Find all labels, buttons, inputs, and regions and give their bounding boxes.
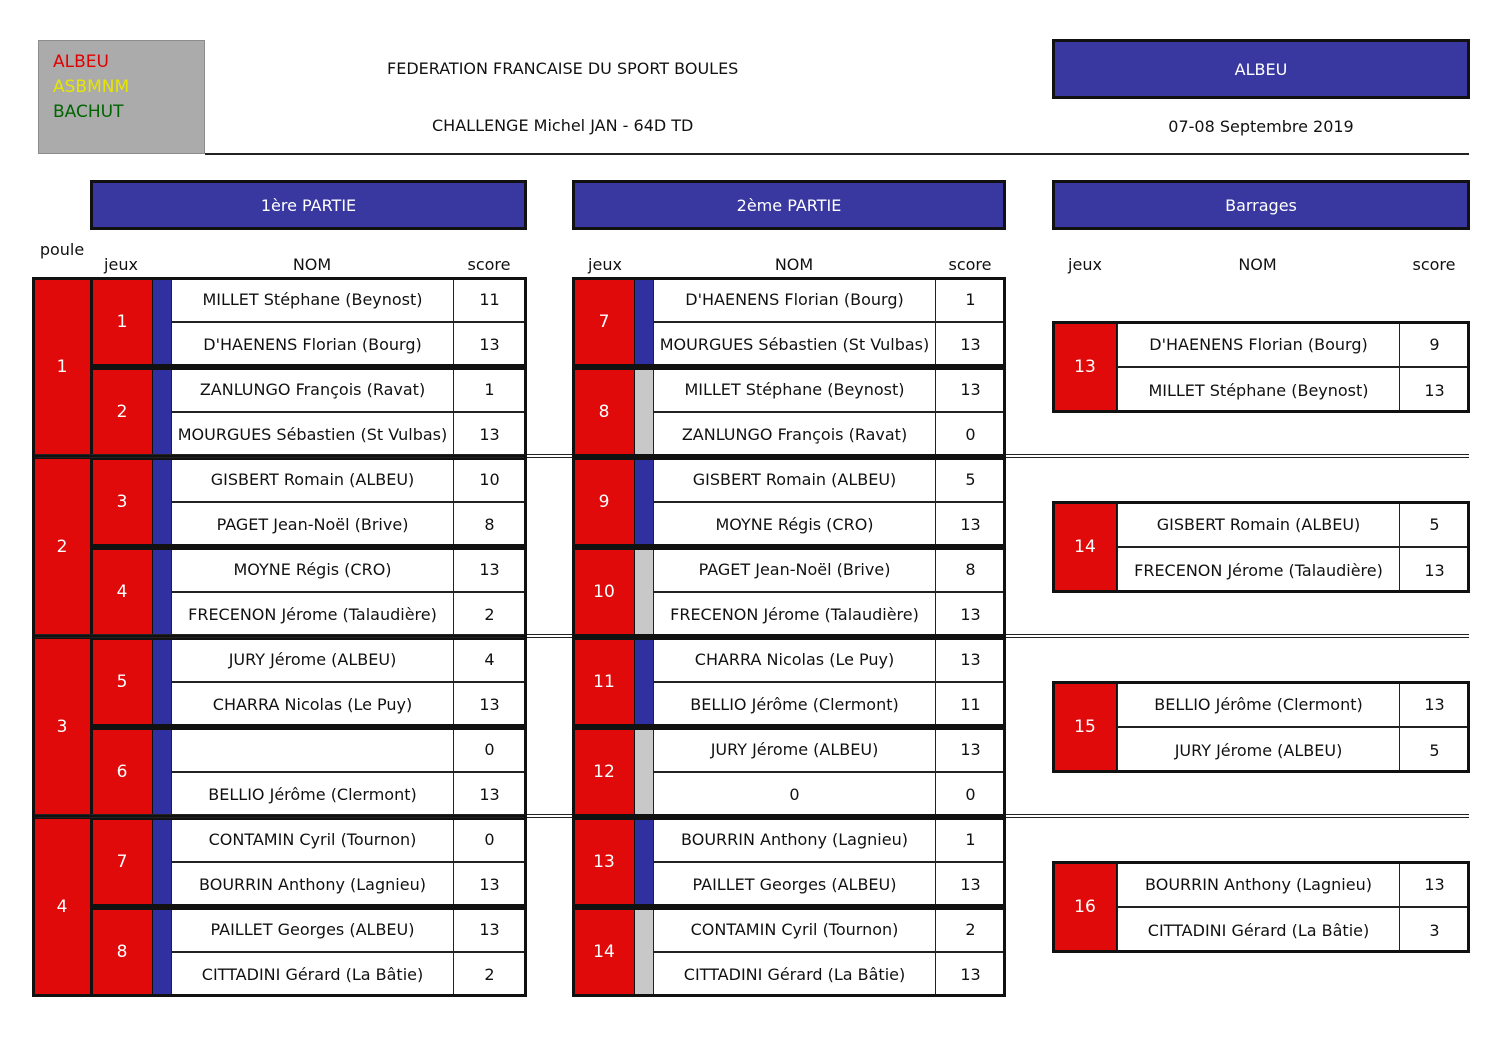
jeu-number: 8	[90, 907, 154, 997]
partie1-banner: 1ère PARTIE	[90, 180, 527, 230]
team-strip	[635, 907, 653, 997]
player-score: 13	[1399, 861, 1470, 907]
player-name: GISBERT Romain (ALBEU)	[1117, 501, 1400, 547]
player-score: 13	[453, 547, 526, 592]
team-strip	[635, 637, 653, 727]
col-header-score-2: score	[948, 254, 992, 274]
player-score: 13	[935, 367, 1006, 412]
player-score: 13	[453, 907, 526, 952]
club-logo-box	[38, 40, 205, 154]
player-name: CITTADINI Gérard (La Bâtie)	[171, 952, 454, 997]
player-name: PAILLET Georges (ALBEU)	[653, 862, 936, 907]
player-score: 13	[453, 772, 526, 817]
col-header-jeux-1: jeux	[104, 254, 138, 274]
player-name	[171, 727, 454, 772]
jeu-number: 7	[90, 817, 154, 907]
player-name: BOURRIN Anthony (Lagnieu)	[653, 817, 936, 862]
jeu-number: 11	[572, 637, 636, 727]
header-divider	[205, 153, 1469, 155]
team-strip	[153, 547, 171, 637]
col-header-jeux-2: jeux	[588, 254, 622, 274]
col-header-score-3: score	[1412, 254, 1456, 274]
barrage-jeu-number: 16	[1052, 861, 1118, 953]
jeu-number: 9	[572, 457, 636, 547]
player-name: BOURRIN Anthony (Lagnieu)	[1117, 861, 1400, 907]
player-name: FRECENON Jérome (Talaudière)	[171, 592, 454, 637]
player-name: CONTAMIN Cyril (Tournon)	[653, 907, 936, 952]
player-name: PAILLET Georges (ALBEU)	[171, 907, 454, 952]
player-score: 13	[1399, 681, 1470, 727]
player-name: BELLIO Jérôme (Clermont)	[653, 682, 936, 727]
player-name: D'HAENENS Florian (Bourg)	[171, 322, 454, 367]
poule-number: 3	[32, 637, 92, 817]
team-strip	[153, 277, 171, 367]
player-name: 0	[653, 772, 936, 817]
poule-number: 2	[32, 457, 92, 637]
col-header-jeux-3: jeux	[1068, 254, 1102, 274]
player-name: ZANLUNGO François (Ravat)	[653, 412, 936, 457]
player-score: 5	[1399, 501, 1470, 547]
col-header-poule: poule	[39, 240, 85, 259]
team-strip	[153, 637, 171, 727]
team-strip	[153, 367, 171, 457]
player-name: PAGET Jean-Noël (Brive)	[653, 547, 936, 592]
player-name: FRECENON Jérome (Talaudière)	[653, 592, 936, 637]
player-name: MILLET Stéphane (Beynost)	[1117, 367, 1400, 413]
player-name: GISBERT Romain (ALBEU)	[171, 457, 454, 502]
player-score: 13	[935, 727, 1006, 772]
logo-line-3: BACHUT	[53, 102, 124, 122]
player-score: 1	[935, 817, 1006, 862]
jeu-number: 8	[572, 367, 636, 457]
barrages-banner: Barrages	[1052, 180, 1470, 230]
player-score: 2	[935, 907, 1006, 952]
player-score: 5	[935, 457, 1006, 502]
challenge-title: CHALLENGE Michel JAN - 64D TD	[432, 116, 694, 135]
jeu-number: 14	[572, 907, 636, 997]
logo-line-2: ASBMNM	[53, 77, 130, 97]
player-score: 13	[453, 862, 526, 907]
team-strip	[153, 727, 171, 817]
team-strip	[635, 367, 653, 457]
team-strip	[153, 817, 171, 907]
jeu-number: 13	[572, 817, 636, 907]
player-score: 0	[935, 772, 1006, 817]
player-name: JURY Jérome (ALBEU)	[171, 637, 454, 682]
player-score: 13	[935, 637, 1006, 682]
player-score: 13	[935, 502, 1006, 547]
player-name: ZANLUNGO François (Ravat)	[171, 367, 454, 412]
poule-number: 4	[32, 817, 92, 997]
player-score: 13	[1399, 547, 1470, 593]
player-score: 13	[453, 322, 526, 367]
player-score: 2	[453, 592, 526, 637]
barrage-jeu-number: 13	[1052, 321, 1118, 413]
team-strip	[635, 457, 653, 547]
player-score: 13	[935, 592, 1006, 637]
player-name: MOYNE Régis (CRO)	[171, 547, 454, 592]
col-header-nom-3: NOM	[1238, 254, 1277, 274]
player-score: 8	[453, 502, 526, 547]
club-banner: ALBEU	[1052, 39, 1470, 99]
player-score: 13	[935, 862, 1006, 907]
player-name: JURY Jérome (ALBEU)	[1117, 727, 1400, 773]
jeu-number: 2	[90, 367, 154, 457]
player-name: CHARRA Nicolas (Le Puy)	[653, 637, 936, 682]
team-strip	[635, 817, 653, 907]
player-score: 0	[453, 727, 526, 772]
player-score: 13	[453, 412, 526, 457]
col-header-score-1: score	[467, 254, 511, 274]
player-score: 2	[453, 952, 526, 997]
player-name: CONTAMIN Cyril (Tournon)	[171, 817, 454, 862]
player-score: 11	[935, 682, 1006, 727]
jeu-number: 1	[90, 277, 154, 367]
partie2-banner: 2ème PARTIE	[572, 180, 1006, 230]
player-name: BELLIO Jérôme (Clermont)	[1117, 681, 1400, 727]
player-name: BELLIO Jérôme (Clermont)	[171, 772, 454, 817]
jeu-number: 5	[90, 637, 154, 727]
player-score: 1	[935, 277, 1006, 322]
player-score: 0	[453, 817, 526, 862]
jeu-number: 12	[572, 727, 636, 817]
poule-number: 1	[32, 277, 92, 457]
jeu-number: 7	[572, 277, 636, 367]
jeu-number: 6	[90, 727, 154, 817]
logo-line-1: ALBEU	[53, 52, 109, 72]
player-score: 3	[1399, 907, 1470, 953]
player-score: 13	[1399, 367, 1470, 413]
col-header-nom-1: NOM	[292, 254, 332, 274]
player-score: 11	[453, 277, 526, 322]
federation-title: FEDERATION FRANCAISE DU SPORT BOULES	[387, 59, 739, 78]
player-name: FRECENON Jérome (Talaudière)	[1117, 547, 1400, 593]
team-strip	[153, 907, 171, 997]
player-name: CITTADINI Gérard (La Bâtie)	[1117, 907, 1400, 953]
player-score: 8	[935, 547, 1006, 592]
player-name: JURY Jérome (ALBEU)	[653, 727, 936, 772]
player-name: CITTADINI Gérard (La Bâtie)	[653, 952, 936, 997]
jeu-number: 3	[90, 457, 154, 547]
player-name: D'HAENENS Florian (Bourg)	[653, 277, 936, 322]
player-score: 13	[935, 322, 1006, 367]
player-name: BOURRIN Anthony (Lagnieu)	[171, 862, 454, 907]
player-name: PAGET Jean-Noël (Brive)	[171, 502, 454, 547]
barrage-jeu-number: 15	[1052, 681, 1118, 773]
player-score: 13	[935, 952, 1006, 997]
team-strip	[635, 277, 653, 367]
player-score: 13	[453, 682, 526, 727]
team-strip	[153, 457, 171, 547]
player-name: MILLET Stéphane (Beynost)	[171, 277, 454, 322]
player-name: D'HAENENS Florian (Bourg)	[1117, 321, 1400, 367]
jeu-number: 4	[90, 547, 154, 637]
player-score: 5	[1399, 727, 1470, 773]
player-score: 4	[453, 637, 526, 682]
col-header-nom-2: NOM	[774, 254, 814, 274]
team-strip	[635, 547, 653, 637]
jeu-number: 10	[572, 547, 636, 637]
player-name: MOYNE Régis (CRO)	[653, 502, 936, 547]
player-score: 1	[453, 367, 526, 412]
player-name: GISBERT Romain (ALBEU)	[653, 457, 936, 502]
event-date: 07-08 Septembre 2019	[1168, 116, 1354, 136]
player-name: MILLET Stéphane (Beynost)	[653, 367, 936, 412]
player-name: MOURGUES Sébastien (St Vulbas)	[653, 322, 936, 367]
player-name: CHARRA Nicolas (Le Puy)	[171, 682, 454, 727]
player-score: 9	[1399, 321, 1470, 367]
player-score: 10	[453, 457, 526, 502]
player-score: 0	[935, 412, 1006, 457]
player-name: MOURGUES Sébastien (St Vulbas)	[171, 412, 454, 457]
team-strip	[635, 727, 653, 817]
barrage-jeu-number: 14	[1052, 501, 1118, 593]
